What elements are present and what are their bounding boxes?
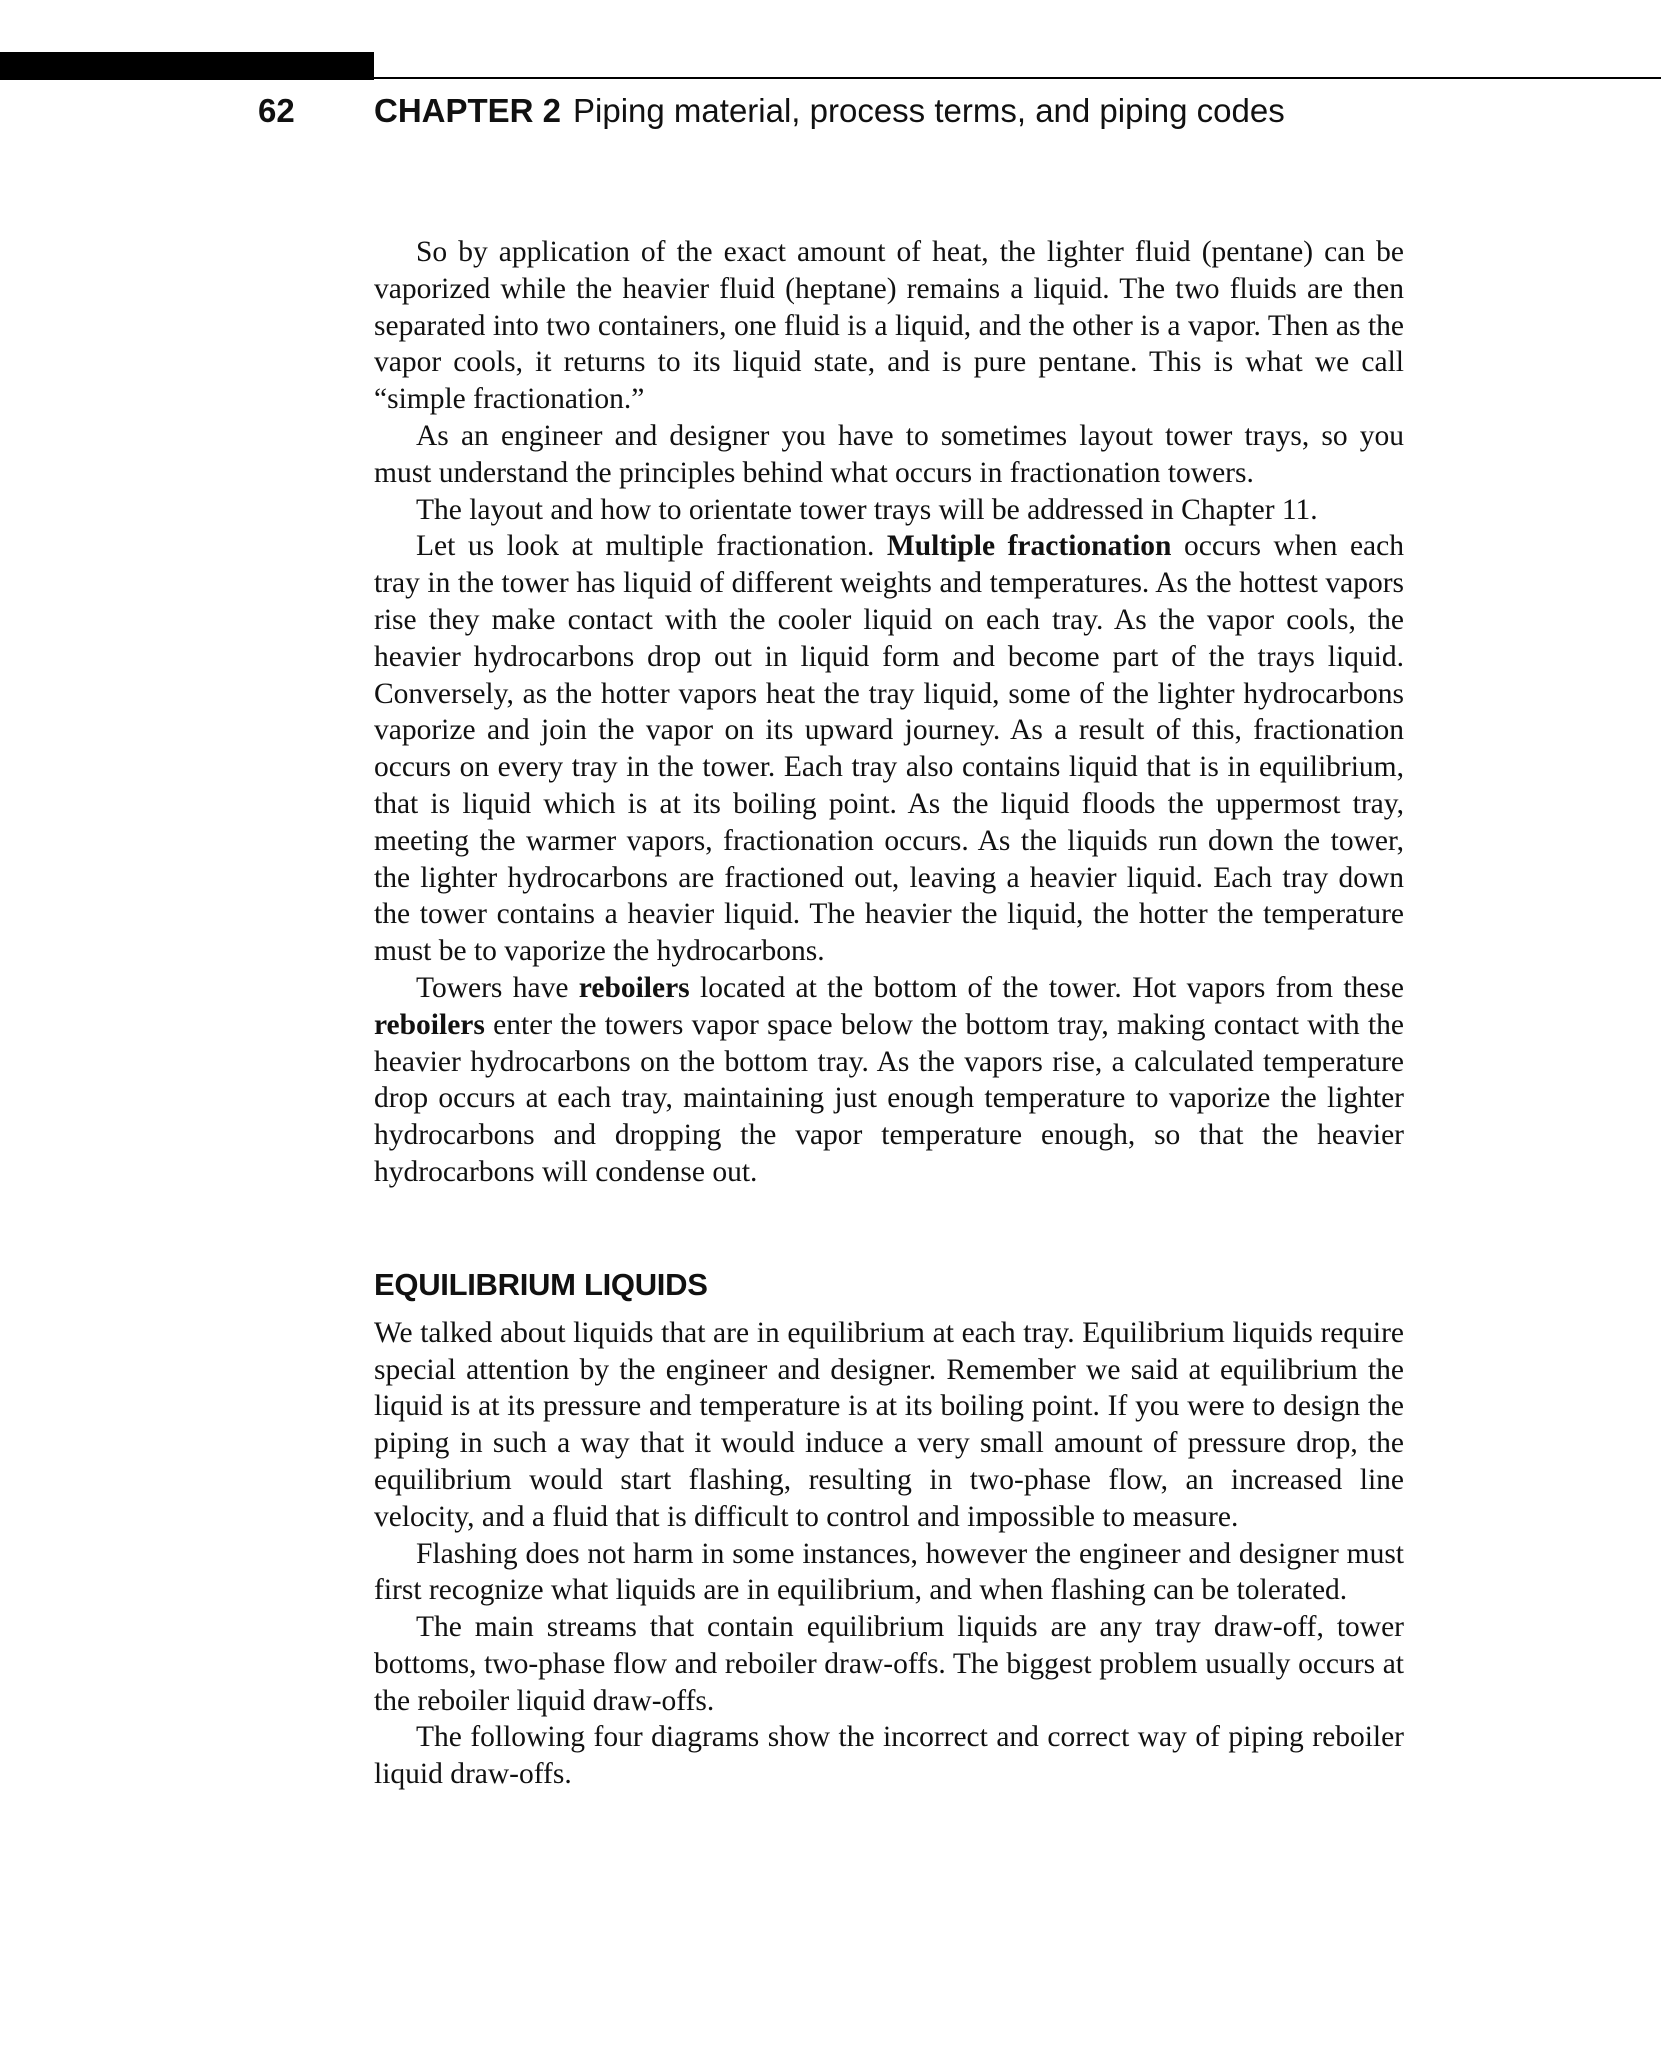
paragraph-text: Let us look at multiple fractionation. (416, 530, 887, 563)
paragraph-chapter-reference: The layout and how to orientate tower trays will be addressed in Chapter 11. (416, 493, 1318, 526)
chapter-label: CHAPTER 2 (374, 92, 562, 129)
paragraph-simple-fractionation: So by application of the exact amount of heat, the lighter fluid (pentane) can be vaporized while the heavier fluid (heptane) remains a liquid. The two fluids are then separated into two containers, one fluid is a liquid, and the other is a vapor. Then as the vapor cools, it returns to its liquid state, and is pure pentane. This is what we call “simple fractionation.” (374, 236, 1404, 416)
header-black-bar (0, 52, 374, 80)
paragraph-equilibrium-intro: We talked about liquids that are in equilibrium at each tray. Equilibrium liquids require special attention by the engineer and designer. Remember we said at equilibrium the liquid is at its pressure and temperature is at its boiling point. If you were to design the piping in such a way that it would induce a very small amount of pressure drop, the equilibrium would start flashing, resulting in two-phase flow, an increased line velocity, and a fluid that is difficult to control and impossible to measure. (374, 1316, 1404, 1533)
chapter-heading (374, 86, 1285, 136)
term-reboilers: reboilers (578, 971, 690, 1004)
running-head (0, 86, 1661, 136)
paragraph-reboilers (374, 970, 1404, 1191)
paragraph-diagrams-intro: The following four diagrams show the incorrect and correct way of piping reboiler liquid draw-offs. (374, 1721, 1404, 1791)
body-text (374, 234, 1404, 1793)
paragraph-text: located at the bottom of the tower. Hot vapors from these (689, 971, 1404, 1004)
paragraph-text: occurs when each tray in the tower has liquid of different weights and temperatures. As the hottest vapors rise they make contact with the cooler liquid on each tray. As the vapor cools, the heavier hydrocarbons drop out in liquid form and become part of the trays liquid. Conversely, as the hotter vapors heat the tray liquid, some of the lighter hydrocarbons vaporize and join the vapor on its upward journey. As a result of this, fractionation occurs on every tray in the tower. Each tray also contains liquid that is in equilibrium, that is liquid which is at its boiling point. As the liquid floods the uppermost tray, meeting the warmer vapors, fractionation occurs. As the liquids run down the tower, the lighter hydrocarbons are fractioned out, leaving a heavier liquid. Each tray down the tower contains a heavier liquid. The heavier the liquid, the hotter the temperature must be to vaporize the hydrocarbons. (374, 530, 1404, 968)
paragraph-text: enter the towers vapor space below the bottom tray, making contact with the heavier hydrocarbons on the bottom tray. As the vapors rise, a calculated temperature drop occurs at each tray, maintaining just enough temperature to vaporize the lighter hydrocarbons and dropping the vapor temperature enough, so that the heavier hydrocarbons will condense out. (374, 1008, 1404, 1188)
section-heading: EQUILIBRIUM LIQUIDS (374, 1266, 708, 1302)
header-rule (374, 77, 1661, 79)
paragraph-flashing: Flashing does not harm in some instances, however the engineer and designer must first recognize what liquids are in equilibrium, and when flashing can be tolerated. (374, 1537, 1404, 1607)
term-multiple-fractionation: Multiple fractionation (886, 530, 1172, 563)
term-reboilers: reboilers (374, 1008, 485, 1041)
paragraph-text: Towers have (416, 971, 579, 1004)
chapter-title: Piping material, process terms, and piping codes (573, 92, 1285, 129)
paragraph-main-streams: The main streams that contain equilibrium liquids are any tray draw-off, tower bottoms, two-phase flow and reboiler draw-offs. The biggest problem usually occurs at the reboiler liquid draw-offs. (374, 1611, 1404, 1717)
paragraph-tower-trays: As an engineer and designer you have to sometimes layout tower trays, so you must understand the principles behind what occurs in fractionation towers. (374, 419, 1404, 489)
paragraph-multiple-fractionation (374, 528, 1404, 970)
page-number: 62 (258, 92, 295, 129)
